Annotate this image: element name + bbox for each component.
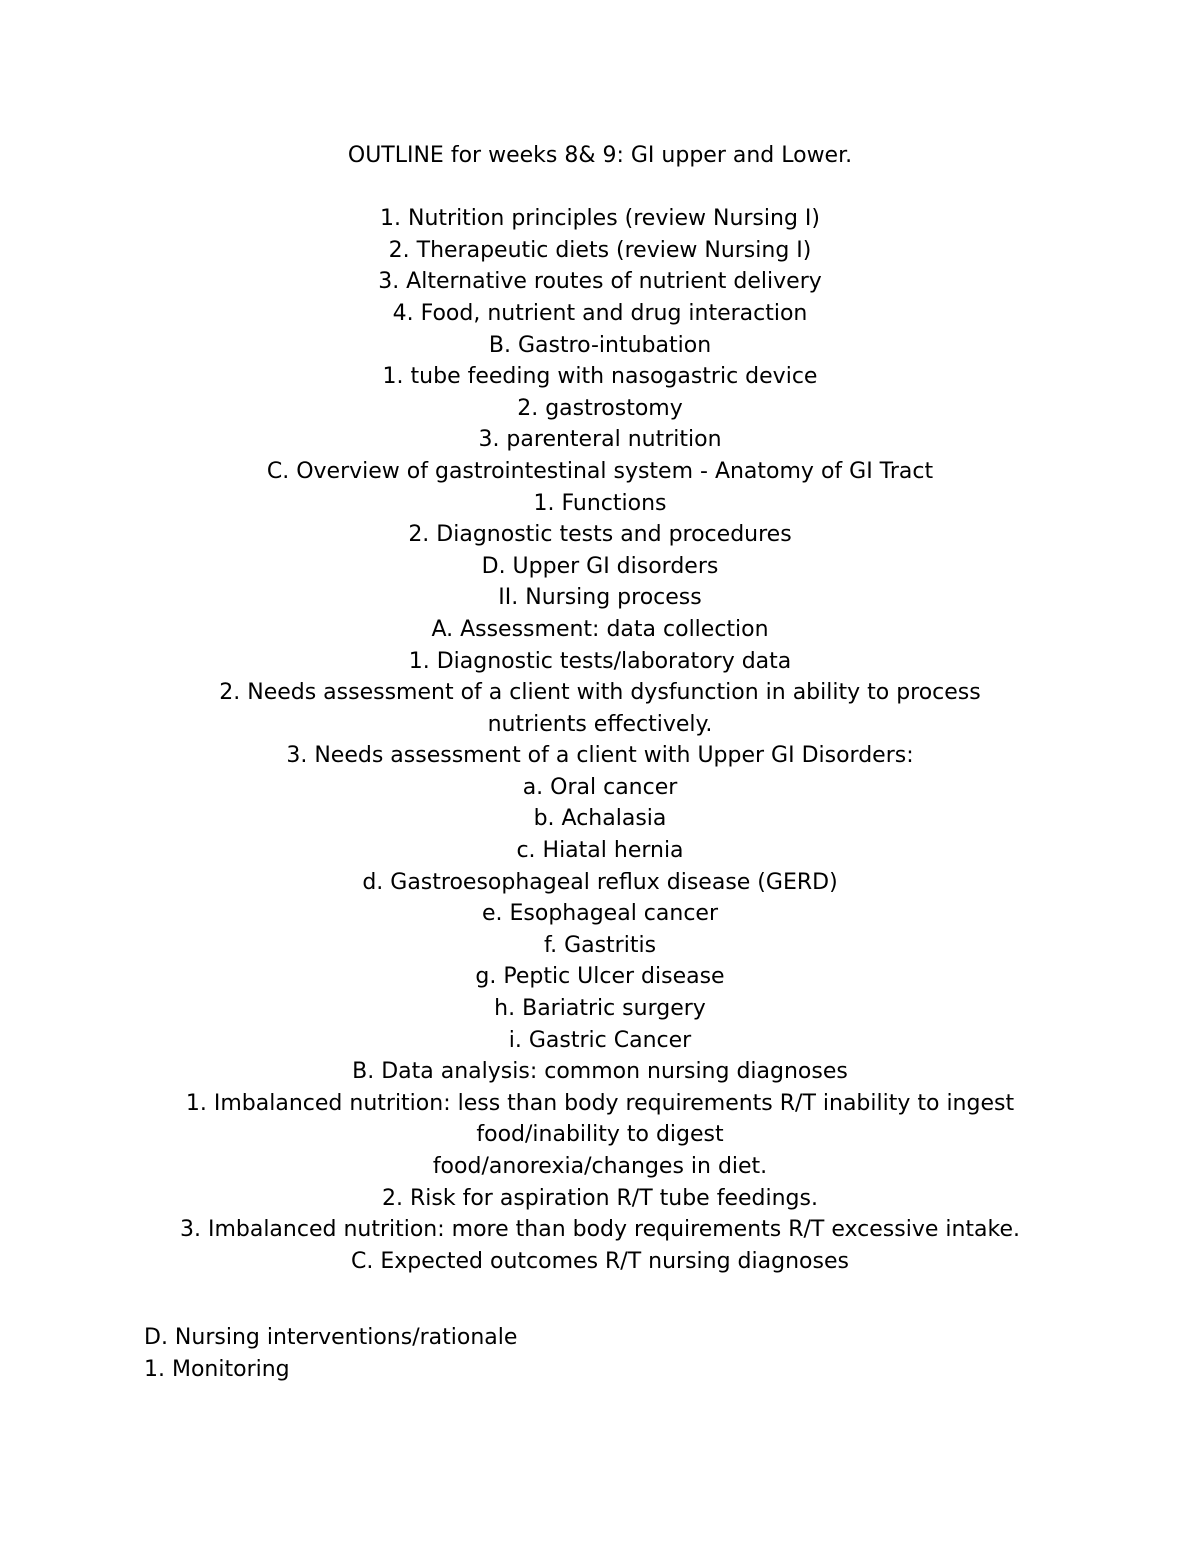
outline-line: C. Expected outcomes R/T nursing diagnoses <box>351 1248 849 1274</box>
outline-line: 3. Needs assessment of a client with Upper GI Disorders: <box>286 743 914 769</box>
outline-line: b. Achalasia <box>533 806 667 832</box>
outline-line: i. Gastric Cancer <box>508 1027 692 1053</box>
outline-line: A. Assessment: data collection <box>431 616 769 642</box>
outline-line: c. Hiatal hernia <box>516 838 684 864</box>
outline-line: a. Oral cancer <box>522 774 678 800</box>
outline-line: 2. Risk for aspiration R/T tube feedings. <box>382 1185 818 1211</box>
outline-line: 3. Alternative routes of nutrient delivery <box>378 269 822 295</box>
outline-line: D. Nursing interventions/rationale <box>144 1325 518 1350</box>
outline-line: 1. tube feeding with nasogastric device <box>382 364 818 390</box>
outline-line: e. Esophageal cancer <box>481 901 719 927</box>
outline-line: 2. gastrostomy <box>517 395 683 421</box>
outline-line: food/inability to digest <box>476 1122 724 1148</box>
outline-line: 1. Monitoring <box>144 1356 290 1382</box>
outline-line: nutrients effectively. <box>487 711 713 737</box>
outline-line: II. Nursing process <box>498 585 702 611</box>
outline-line: food/anorexia/changes in diet. <box>432 1154 768 1179</box>
outline-line: h. Bariatric surgery <box>494 996 706 1022</box>
outline-line: d. Gastroesophageal reflux disease (GERD) <box>362 869 838 895</box>
outline-line: B. Data analysis: common nursing diagnoses <box>352 1059 848 1085</box>
outline-line: 2. Needs assessment of a client with dysfunction in ability to process <box>219 680 981 706</box>
blank-line <box>100 172 1100 204</box>
outline-line: 1. Diagnostic tests/laboratory data <box>408 648 792 674</box>
outline-line: 1. Nutrition principles (review Nursing I) <box>380 206 820 232</box>
outline-line: D. Upper GI disorders <box>481 553 719 579</box>
outline-line: 2. Diagnostic tests and procedures <box>408 522 792 548</box>
outline-line: 1. Imbalanced nutrition: less than body requirements R/T inability to ingest <box>185 1090 1015 1116</box>
outline-line: 4. Food, nutrient and drug interaction <box>392 300 808 326</box>
outline-line: f. Gastritis <box>543 932 657 958</box>
document-title: OUTLINE for weeks 8& 9: GI upper and Lower. <box>347 143 853 168</box>
outline-line: 2. Therapeutic diets (review Nursing I) <box>388 237 812 263</box>
outline-line: g. Peptic Ulcer disease <box>475 964 725 990</box>
left-aligned-outline <box>144 1322 517 1385</box>
outline-line: B. Gastro-intubation <box>488 332 712 358</box>
outline-line: C. Overview of gastrointestinal system - Anatomy of GI Tract <box>266 458 934 484</box>
outline-line: 3. parenteral nutrition <box>478 427 722 453</box>
centered-outline <box>100 140 1100 1277</box>
outline-line: 3. Imbalanced nutrition: more than body requirements R/T excessive intake. <box>179 1217 1021 1243</box>
outline-line: 1. Functions <box>533 490 667 516</box>
